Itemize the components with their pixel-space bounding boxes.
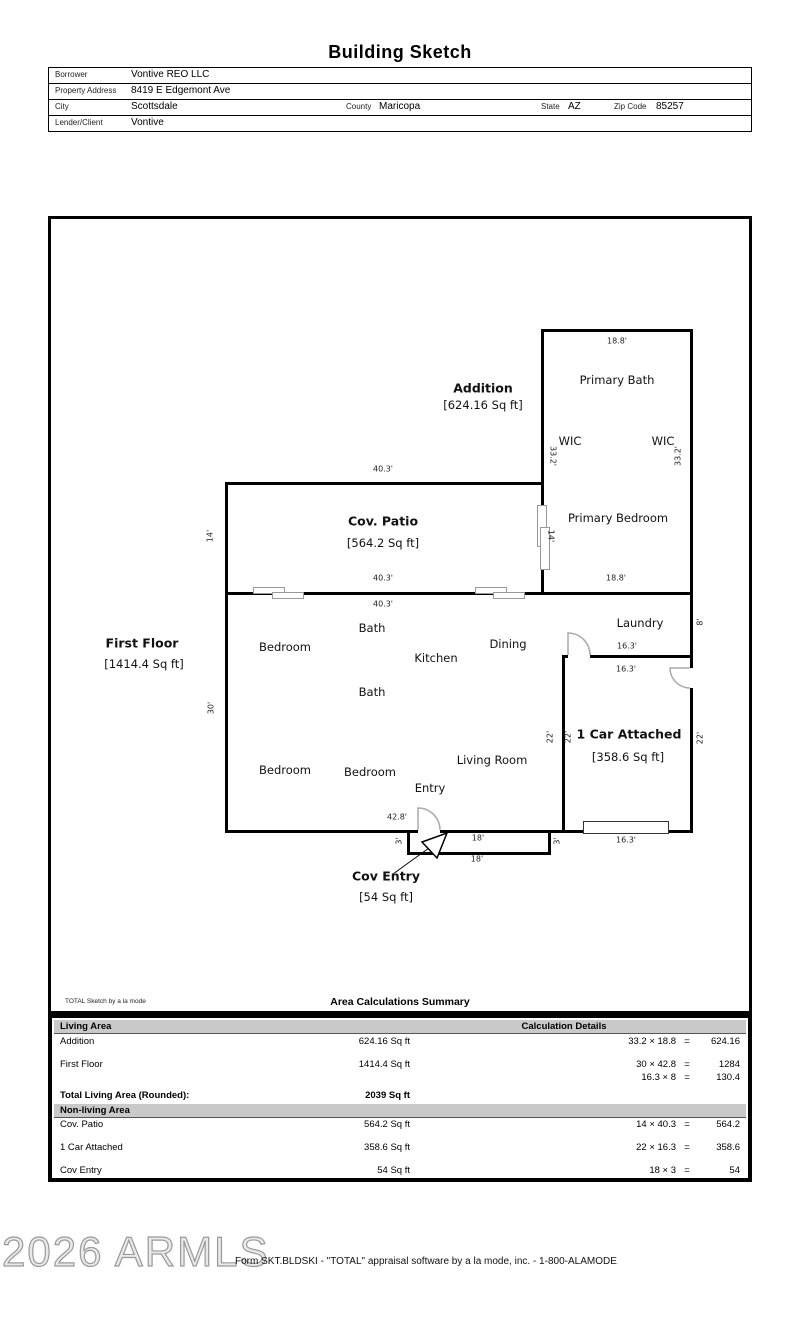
room-wic-right: WIC — [651, 434, 675, 448]
dim-patio-bottom: 40.3' — [372, 573, 394, 583]
room-primary-bedroom: Primary Bedroom — [567, 511, 669, 525]
row-calc-expr: 33.2 × 18.8 — [628, 1036, 676, 1047]
row-calc-res: 130.4 — [716, 1072, 740, 1083]
form-credit-text: Form SKT.BLDSKI - "TOTAL" appraisal software by a la mode, inc. - 1-800-ALAMODE — [235, 1256, 617, 1267]
row-calc-res: 54 — [729, 1165, 740, 1176]
floor-plan-sketch — [48, 216, 752, 1014]
state-label: State — [541, 102, 560, 111]
cov-entry-area-sqft: [54 Sq ft] — [359, 890, 413, 904]
zip-value: 85257 — [656, 101, 684, 112]
dim-garage-right: 22' — [695, 731, 705, 745]
dim-addition-right: 33.2' — [673, 445, 683, 467]
armls-watermark: 2026 ARMLS — [2, 1228, 270, 1275]
dim-patio-left: 14' — [205, 529, 215, 543]
row-calc-res: 1284 — [718, 1059, 740, 1070]
lender-value: Vontive — [131, 117, 164, 128]
row-name: Cov. Patio — [60, 1119, 104, 1130]
dim-addition-top: 18.8' — [606, 336, 628, 346]
row-calc-eq: = — [684, 1059, 690, 1070]
row-name: Addition — [60, 1036, 95, 1047]
dim-garage-left-outer: 22' — [545, 730, 555, 744]
calc-details-header: Calculation Details — [521, 1021, 607, 1032]
county-value: Maricopa — [379, 101, 421, 112]
row-calc-res: 358.6 — [716, 1142, 740, 1153]
row-value: 564.2 Sq ft — [364, 1119, 410, 1130]
property-info-table — [48, 67, 752, 132]
room-bedroom-lower-mid: Bedroom — [343, 765, 397, 779]
row-name: First Floor — [60, 1059, 103, 1070]
living-area-band — [54, 1020, 746, 1034]
cov-entry-arrowhead — [422, 833, 447, 858]
table-row-cov-entry — [52, 1165, 748, 1178]
table-row-first-floor-calc2 — [52, 1072, 748, 1085]
borrower-row — [49, 68, 751, 83]
total-living-label: Total Living Area (Rounded): — [60, 1090, 190, 1101]
lender-label: Lender/Client — [55, 118, 103, 127]
dim-patio-top: 40.3' — [372, 464, 394, 474]
row-calc-eq: = — [684, 1036, 690, 1047]
dim-entry-top: 18' — [471, 833, 485, 843]
row-value: 624.16 Sq ft — [358, 1036, 410, 1047]
room-living-room: Living Room — [456, 753, 528, 767]
dim-addition-left: 33.2' — [548, 445, 558, 467]
row-calc-expr: 14 × 40.3 — [636, 1119, 676, 1130]
row-calc-eq: = — [684, 1119, 690, 1130]
row-calc-expr: 18 × 3 — [649, 1165, 676, 1176]
city-label: City — [55, 102, 69, 111]
area-calculations-heading: Area Calculations Summary — [330, 996, 470, 1008]
dim-garage-top: 16.3' — [615, 664, 637, 674]
entry-door-arc — [418, 808, 440, 830]
nonliving-area-band — [54, 1104, 746, 1118]
addition-area-name: Addition — [453, 380, 513, 396]
room-bath-lower: Bath — [358, 685, 386, 699]
row-name: Cov Entry — [60, 1165, 102, 1176]
row-calc-res: 624.16 — [710, 1036, 740, 1047]
room-wic-left: WIC — [558, 434, 582, 448]
property-address-label: Property Address — [55, 86, 117, 95]
dim-laundry-right: 8' — [695, 618, 705, 626]
row-calc-expr: 30 × 42.8 — [636, 1059, 676, 1070]
dim-laundry-width: 16.3' — [616, 641, 638, 651]
dining-door-arc — [568, 633, 590, 655]
dim-entry-left: 3' — [394, 837, 404, 845]
cov-patio-area-sqft: [564.2 Sq ft] — [346, 536, 420, 550]
property-address-row — [49, 83, 751, 99]
cov-patio-area-name: Cov. Patio — [347, 513, 419, 529]
door-arcs-overlay — [51, 219, 749, 1005]
borrower-label: Borrower — [55, 70, 88, 79]
table-row-garage — [52, 1142, 748, 1155]
room-primary-bath: Primary Bath — [579, 373, 655, 387]
row-value: 54 Sq ft — [377, 1165, 410, 1176]
garage-area-sqft: [358.6 Sq ft] — [591, 750, 665, 764]
row-calc-res: 564.2 — [716, 1119, 740, 1130]
first-floor-area-sqft: [1414.4 Sq ft] — [104, 657, 184, 671]
table-row-total-living — [52, 1090, 748, 1103]
row-calc-eq: = — [684, 1072, 690, 1083]
garage-service-door-arc — [670, 668, 690, 688]
table-row-addition — [52, 1036, 748, 1049]
borrower-value: Vontive REO LLC — [131, 69, 210, 80]
room-dining: Dining — [489, 637, 527, 651]
state-value: AZ — [568, 101, 581, 112]
row-value: 1414.4 Sq ft — [358, 1059, 410, 1070]
area-calculations-table — [48, 1014, 752, 1182]
row-value: 358.6 Sq ft — [364, 1142, 410, 1153]
room-bedroom-lower-left: Bedroom — [258, 763, 312, 777]
total-living-value: 2039 Sq ft — [365, 1090, 410, 1101]
cov-entry-area-name: Cov Entry — [352, 868, 420, 884]
dim-entry-bottom: 18' — [470, 854, 484, 864]
total-sketch-branding: TOTAL Sketch by a la mode — [65, 998, 146, 1005]
addition-area-sqft: [624.16 Sq ft] — [443, 398, 523, 412]
property-address-value: 8419 E Edgemont Ave — [131, 85, 231, 96]
dim-garage-door: 16.3' — [615, 835, 637, 845]
row-calc-expr: 16.3 × 8 — [641, 1072, 676, 1083]
dim-addition-bottom: 18.8' — [605, 573, 627, 583]
row-calc-eq: = — [684, 1165, 690, 1176]
dim-addition-door: 14' — [546, 529, 556, 543]
zip-label: Zip Code — [614, 102, 647, 111]
first-floor-area-name: First Floor — [105, 635, 179, 651]
table-row-first-floor — [52, 1059, 748, 1072]
row-name: 1 Car Attached — [60, 1142, 123, 1153]
living-area-header: Living Area — [60, 1021, 112, 1032]
dim-entry-right: 3' — [552, 837, 562, 845]
dim-garage-left-inner: 22' — [563, 730, 573, 744]
page-title: Building Sketch — [328, 42, 472, 62]
county-label: County — [346, 102, 372, 111]
nonliving-area-header: Non-living Area — [60, 1105, 130, 1116]
room-entry: Entry — [414, 781, 446, 795]
row-calc-expr: 22 × 16.3 — [636, 1142, 676, 1153]
room-laundry: Laundry — [616, 616, 664, 630]
room-bedroom-upper: Bedroom — [258, 640, 312, 654]
row-calc-eq: = — [684, 1142, 690, 1153]
room-bath-upper: Bath — [358, 621, 386, 635]
city-value: Scottsdale — [131, 101, 178, 112]
lender-row — [49, 115, 751, 131]
table-row-cov-patio — [52, 1119, 748, 1132]
dim-first-floor-top: 40.3' — [372, 599, 394, 609]
room-kitchen: Kitchen — [414, 651, 458, 665]
garage-area-name: 1 Car Attached — [576, 726, 682, 742]
city-row — [49, 99, 751, 115]
dim-first-floor-bottom: 42.8' — [386, 812, 408, 822]
dim-first-floor-left: 30' — [206, 701, 216, 715]
